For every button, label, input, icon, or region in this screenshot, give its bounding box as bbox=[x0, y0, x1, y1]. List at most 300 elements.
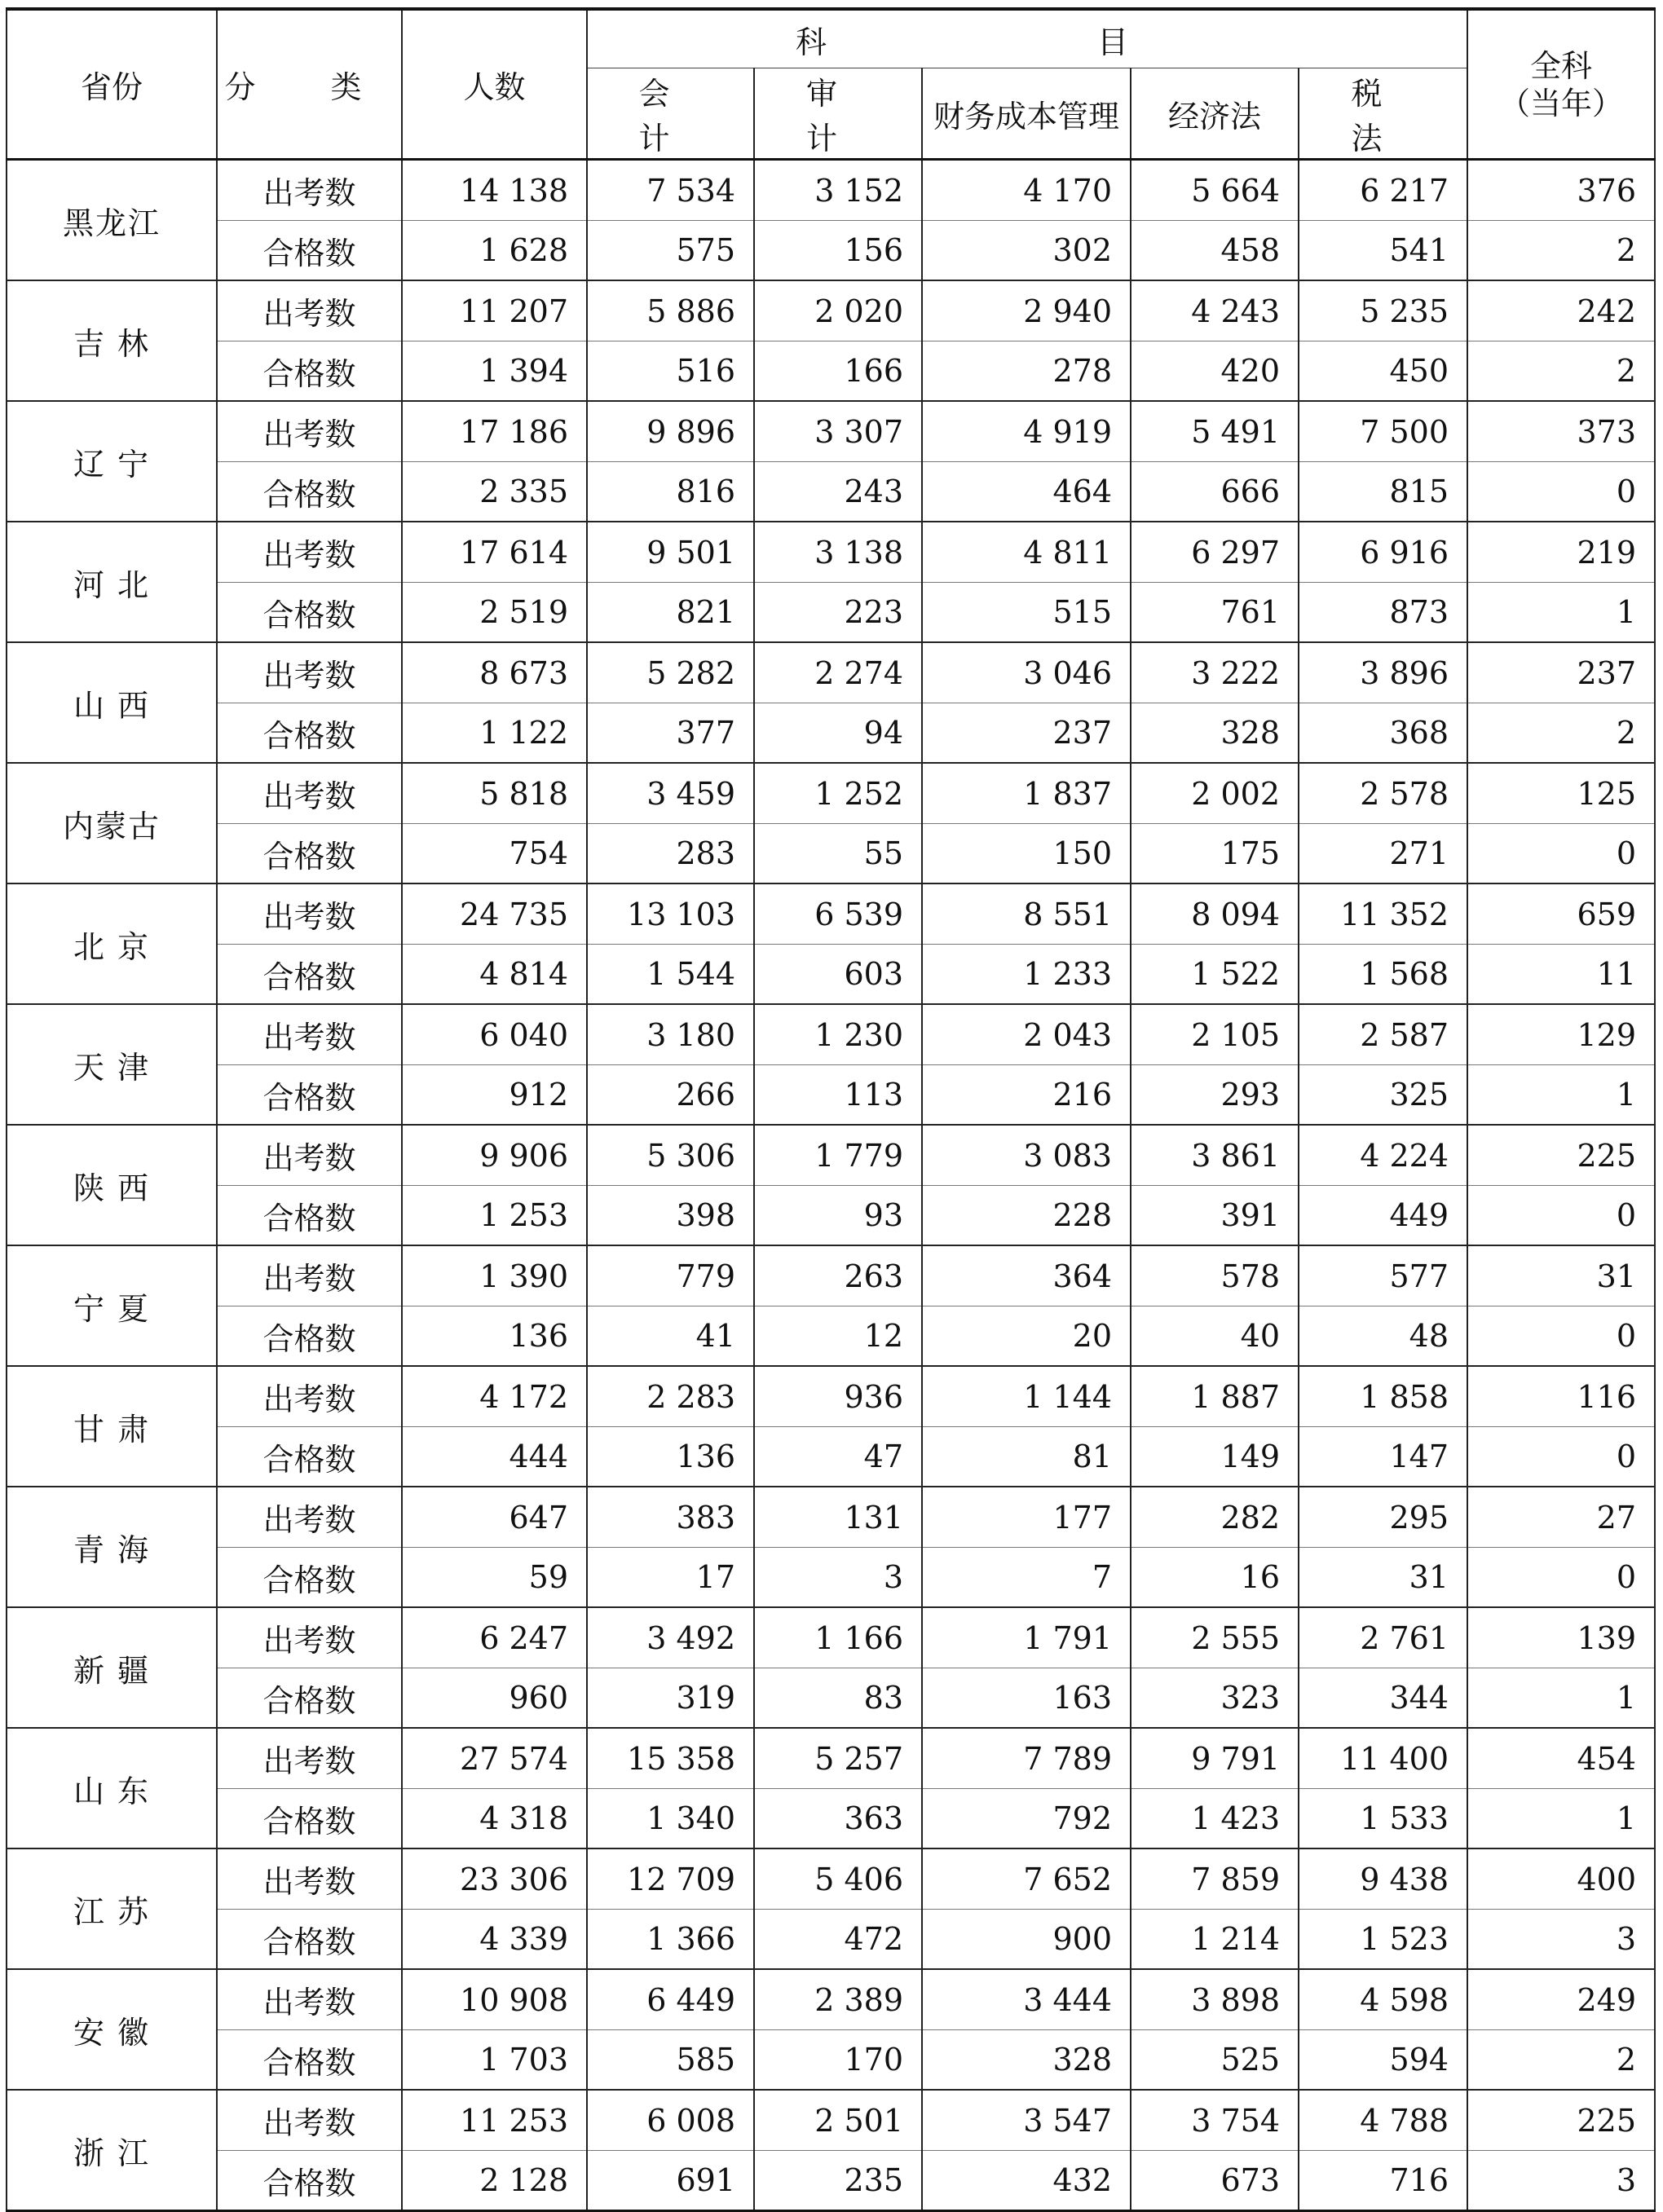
value-cell-all-subjects: 0 bbox=[1467, 824, 1655, 884]
value-cell-people: 14 138 bbox=[402, 160, 587, 221]
province-cell: 河 北 bbox=[7, 522, 217, 642]
province-cell: 江 苏 bbox=[7, 1848, 217, 1969]
value-cell-accounting: 691 bbox=[587, 2151, 754, 2211]
category-cell-exam: 出考数 bbox=[217, 883, 402, 945]
category-cell-pass: 合格数 bbox=[217, 583, 402, 643]
table-row-pass bbox=[7, 824, 1655, 884]
value-cell-finance: 7 789 bbox=[922, 1728, 1131, 1789]
value-cell-accounting: 2 283 bbox=[587, 1366, 754, 1427]
value-cell-people: 4 172 bbox=[402, 1366, 587, 1427]
header-economic-law: 经济法 bbox=[1131, 68, 1299, 160]
category-cell-pass: 合格数 bbox=[217, 945, 402, 1005]
table-row-exam bbox=[7, 1004, 1655, 1065]
value-cell-people: 1 122 bbox=[402, 703, 587, 764]
value-cell-economic-law: 3 861 bbox=[1131, 1125, 1299, 1186]
header-category: 分 类 bbox=[217, 9, 402, 160]
province-cell: 北 京 bbox=[7, 883, 217, 1004]
value-cell-accounting: 5 886 bbox=[587, 280, 754, 341]
value-cell-all-subjects: 373 bbox=[1467, 401, 1655, 462]
value-cell-people: 444 bbox=[402, 1427, 587, 1487]
category-cell-pass: 合格数 bbox=[217, 221, 402, 281]
value-cell-audit: 3 152 bbox=[754, 160, 922, 221]
value-cell-audit: 2 274 bbox=[754, 642, 922, 703]
table-row-exam bbox=[7, 1607, 1655, 1668]
value-cell-finance: 432 bbox=[922, 2151, 1131, 2211]
province-cell: 天 津 bbox=[7, 1004, 217, 1125]
value-cell-tax-law: 147 bbox=[1299, 1427, 1467, 1487]
category-cell-pass: 合格数 bbox=[217, 1065, 402, 1126]
category-cell-pass: 合格数 bbox=[217, 1306, 402, 1367]
value-cell-audit: 1 166 bbox=[754, 1607, 922, 1668]
value-cell-finance: 228 bbox=[922, 1186, 1131, 1246]
value-cell-all-subjects: 0 bbox=[1467, 1548, 1655, 1608]
value-cell-economic-law: 1 887 bbox=[1131, 1366, 1299, 1427]
value-cell-audit: 94 bbox=[754, 703, 922, 764]
value-cell-people: 6 040 bbox=[402, 1004, 587, 1065]
value-cell-people: 9 906 bbox=[402, 1125, 587, 1186]
category-cell-exam: 出考数 bbox=[217, 2090, 402, 2151]
value-cell-tax-law: 6 217 bbox=[1299, 160, 1467, 221]
category-cell-exam: 出考数 bbox=[217, 763, 402, 824]
value-cell-people: 754 bbox=[402, 824, 587, 884]
table-body bbox=[7, 160, 1655, 2211]
table-row-exam bbox=[7, 642, 1655, 703]
table-row-pass bbox=[7, 1186, 1655, 1246]
value-cell-economic-law: 391 bbox=[1131, 1186, 1299, 1246]
value-cell-people: 8 673 bbox=[402, 642, 587, 703]
value-cell-all-subjects: 3 bbox=[1467, 2151, 1655, 2211]
value-cell-audit: 1 779 bbox=[754, 1125, 922, 1186]
value-cell-tax-law: 815 bbox=[1299, 462, 1467, 522]
value-cell-tax-law: 1 533 bbox=[1299, 1789, 1467, 1849]
value-cell-finance: 216 bbox=[922, 1065, 1131, 1126]
value-cell-accounting: 383 bbox=[587, 1487, 754, 1548]
value-cell-people: 1 628 bbox=[402, 221, 587, 281]
value-cell-economic-law: 1 214 bbox=[1131, 1910, 1299, 1970]
category-cell-pass: 合格数 bbox=[217, 703, 402, 764]
value-cell-tax-law: 7 500 bbox=[1299, 401, 1467, 462]
value-cell-people: 59 bbox=[402, 1548, 587, 1608]
value-cell-finance: 278 bbox=[922, 341, 1131, 402]
value-cell-economic-law: 578 bbox=[1131, 1245, 1299, 1306]
value-cell-all-subjects: 0 bbox=[1467, 462, 1655, 522]
value-cell-finance: 1 144 bbox=[922, 1366, 1131, 1427]
value-cell-economic-law: 420 bbox=[1131, 341, 1299, 402]
value-cell-people: 5 818 bbox=[402, 763, 587, 824]
value-cell-audit: 243 bbox=[754, 462, 922, 522]
value-cell-accounting: 398 bbox=[587, 1186, 754, 1246]
value-cell-people: 1 394 bbox=[402, 341, 587, 402]
value-cell-finance: 2 043 bbox=[922, 1004, 1131, 1065]
category-cell-pass: 合格数 bbox=[217, 1789, 402, 1849]
value-cell-finance: 464 bbox=[922, 462, 1131, 522]
category-cell-exam: 出考数 bbox=[217, 1004, 402, 1065]
value-cell-accounting: 319 bbox=[587, 1668, 754, 1729]
category-cell-pass: 合格数 bbox=[217, 2151, 402, 2211]
value-cell-tax-law: 2 578 bbox=[1299, 763, 1467, 824]
value-cell-all-subjects: 237 bbox=[1467, 642, 1655, 703]
value-cell-economic-law: 1 522 bbox=[1131, 945, 1299, 1005]
value-cell-accounting: 15 358 bbox=[587, 1728, 754, 1789]
table-row-pass bbox=[7, 1065, 1655, 1126]
value-cell-accounting: 7 534 bbox=[587, 160, 754, 221]
header-all-subjects-line2: （当年） bbox=[1498, 85, 1623, 121]
value-cell-finance: 3 547 bbox=[922, 2090, 1131, 2151]
table-row-exam bbox=[7, 1245, 1655, 1306]
value-cell-people: 11 207 bbox=[402, 280, 587, 341]
value-cell-tax-law: 5 235 bbox=[1299, 280, 1467, 341]
value-cell-tax-law: 716 bbox=[1299, 2151, 1467, 2211]
value-cell-people: 136 bbox=[402, 1306, 587, 1367]
value-cell-tax-law: 11 352 bbox=[1299, 883, 1467, 945]
category-cell-exam: 出考数 bbox=[217, 642, 402, 703]
value-cell-all-subjects: 219 bbox=[1467, 522, 1655, 583]
value-cell-audit: 166 bbox=[754, 341, 922, 402]
table-row-pass bbox=[7, 2030, 1655, 2091]
category-cell-pass: 合格数 bbox=[217, 1548, 402, 1608]
value-cell-audit: 93 bbox=[754, 1186, 922, 1246]
table-header bbox=[7, 9, 1655, 160]
table-row-pass bbox=[7, 1548, 1655, 1608]
value-cell-economic-law: 761 bbox=[1131, 583, 1299, 643]
value-cell-audit: 113 bbox=[754, 1065, 922, 1126]
province-cell: 浙 江 bbox=[7, 2090, 217, 2211]
value-cell-finance: 302 bbox=[922, 221, 1131, 281]
value-cell-finance: 163 bbox=[922, 1668, 1131, 1729]
header-audit: 审 计 bbox=[754, 68, 922, 160]
value-cell-accounting: 13 103 bbox=[587, 883, 754, 945]
header-finance: 财务成本管理 bbox=[922, 68, 1131, 160]
value-cell-audit: 55 bbox=[754, 824, 922, 884]
table-row-exam bbox=[7, 1487, 1655, 1548]
table-row-exam bbox=[7, 1728, 1655, 1789]
table-row-exam bbox=[7, 2090, 1655, 2151]
category-cell-exam: 出考数 bbox=[217, 280, 402, 341]
header-tax-law: 税 法 bbox=[1299, 68, 1467, 160]
value-cell-accounting: 41 bbox=[587, 1306, 754, 1367]
value-cell-economic-law: 1 423 bbox=[1131, 1789, 1299, 1849]
value-cell-people: 27 574 bbox=[402, 1728, 587, 1789]
value-cell-accounting: 17 bbox=[587, 1548, 754, 1608]
value-cell-all-subjects: 27 bbox=[1467, 1487, 1655, 1548]
value-cell-finance: 150 bbox=[922, 824, 1131, 884]
value-cell-all-subjects: 376 bbox=[1467, 160, 1655, 221]
value-cell-people: 10 908 bbox=[402, 1969, 587, 2030]
value-cell-tax-law: 450 bbox=[1299, 341, 1467, 402]
value-cell-finance: 364 bbox=[922, 1245, 1131, 1306]
value-cell-audit: 2 501 bbox=[754, 2090, 922, 2151]
category-cell-pass: 合格数 bbox=[217, 341, 402, 402]
value-cell-economic-law: 2 555 bbox=[1131, 1607, 1299, 1668]
value-cell-people: 11 253 bbox=[402, 2090, 587, 2151]
value-cell-all-subjects: 0 bbox=[1467, 1427, 1655, 1487]
value-cell-accounting: 575 bbox=[587, 221, 754, 281]
table-row-pass bbox=[7, 221, 1655, 281]
value-cell-accounting: 3 459 bbox=[587, 763, 754, 824]
value-cell-people: 2 335 bbox=[402, 462, 587, 522]
value-cell-all-subjects: 11 bbox=[1467, 945, 1655, 1005]
value-cell-all-subjects: 249 bbox=[1467, 1969, 1655, 2030]
value-cell-finance: 1 791 bbox=[922, 1607, 1131, 1668]
table-row-pass bbox=[7, 1910, 1655, 1970]
value-cell-finance: 177 bbox=[922, 1487, 1131, 1548]
value-cell-tax-law: 2 761 bbox=[1299, 1607, 1467, 1668]
category-cell-exam: 出考数 bbox=[217, 1366, 402, 1427]
value-cell-accounting: 816 bbox=[587, 462, 754, 522]
value-cell-all-subjects: 1 bbox=[1467, 1789, 1655, 1849]
value-cell-finance: 81 bbox=[922, 1427, 1131, 1487]
value-cell-accounting: 5 282 bbox=[587, 642, 754, 703]
value-cell-tax-law: 48 bbox=[1299, 1306, 1467, 1367]
value-cell-all-subjects: 659 bbox=[1467, 883, 1655, 945]
value-cell-accounting: 5 306 bbox=[587, 1125, 754, 1186]
value-cell-people: 647 bbox=[402, 1487, 587, 1548]
value-cell-economic-law: 3 754 bbox=[1131, 2090, 1299, 2151]
value-cell-all-subjects: 242 bbox=[1467, 280, 1655, 341]
value-cell-audit: 3 bbox=[754, 1548, 922, 1608]
category-cell-exam: 出考数 bbox=[217, 522, 402, 583]
value-cell-tax-law: 873 bbox=[1299, 583, 1467, 643]
value-cell-tax-law: 449 bbox=[1299, 1186, 1467, 1246]
value-cell-all-subjects: 31 bbox=[1467, 1245, 1655, 1306]
province-cell: 吉 林 bbox=[7, 280, 217, 401]
table-row-pass bbox=[7, 1427, 1655, 1487]
value-cell-finance: 2 940 bbox=[922, 280, 1131, 341]
value-cell-accounting: 1 544 bbox=[587, 945, 754, 1005]
value-cell-accounting: 266 bbox=[587, 1065, 754, 1126]
header-subjects: 科 目 bbox=[587, 9, 1467, 68]
category-cell-exam: 出考数 bbox=[217, 1848, 402, 1910]
value-cell-economic-law: 666 bbox=[1131, 462, 1299, 522]
value-cell-people: 23 306 bbox=[402, 1848, 587, 1910]
value-cell-all-subjects: 2 bbox=[1467, 341, 1655, 402]
province-cell: 内蒙古 bbox=[7, 763, 217, 883]
value-cell-finance: 900 bbox=[922, 1910, 1131, 1970]
value-cell-tax-law: 3 896 bbox=[1299, 642, 1467, 703]
value-cell-accounting: 1 340 bbox=[587, 1789, 754, 1849]
value-cell-audit: 12 bbox=[754, 1306, 922, 1367]
value-cell-accounting: 585 bbox=[587, 2030, 754, 2091]
table-row-exam bbox=[7, 1366, 1655, 1427]
table-row-pass bbox=[7, 583, 1655, 643]
table-row-pass bbox=[7, 2151, 1655, 2211]
value-cell-economic-law: 6 297 bbox=[1131, 522, 1299, 583]
exam-statistics-table bbox=[6, 7, 1656, 2212]
category-cell-exam: 出考数 bbox=[217, 1245, 402, 1306]
value-cell-tax-law: 344 bbox=[1299, 1668, 1467, 1729]
value-cell-finance: 792 bbox=[922, 1789, 1131, 1849]
value-cell-people: 17 614 bbox=[402, 522, 587, 583]
category-cell-pass: 合格数 bbox=[217, 462, 402, 522]
value-cell-finance: 328 bbox=[922, 2030, 1131, 2091]
value-cell-finance: 20 bbox=[922, 1306, 1131, 1367]
value-cell-finance: 1 233 bbox=[922, 945, 1131, 1005]
value-cell-economic-law: 40 bbox=[1131, 1306, 1299, 1367]
value-cell-all-subjects: 2 bbox=[1467, 221, 1655, 281]
header-all-subjects-line1: 全科 bbox=[1529, 47, 1592, 84]
category-cell-exam: 出考数 bbox=[217, 1125, 402, 1186]
value-cell-audit: 235 bbox=[754, 2151, 922, 2211]
value-cell-finance: 4 919 bbox=[922, 401, 1131, 462]
value-cell-tax-law: 295 bbox=[1299, 1487, 1467, 1548]
province-cell: 甘 肃 bbox=[7, 1366, 217, 1487]
table-row-pass bbox=[7, 1306, 1655, 1367]
table-row-exam bbox=[7, 1125, 1655, 1186]
value-cell-tax-law: 325 bbox=[1299, 1065, 1467, 1126]
value-cell-audit: 131 bbox=[754, 1487, 922, 1548]
value-cell-tax-law: 2 587 bbox=[1299, 1004, 1467, 1065]
province-cell: 陕 西 bbox=[7, 1125, 217, 1245]
value-cell-economic-law: 8 094 bbox=[1131, 883, 1299, 945]
table-row-pass bbox=[7, 462, 1655, 522]
value-cell-people: 17 186 bbox=[402, 401, 587, 462]
value-cell-all-subjects: 1 bbox=[1467, 1065, 1655, 1126]
table-row-pass bbox=[7, 1668, 1655, 1729]
value-cell-tax-law: 271 bbox=[1299, 824, 1467, 884]
value-cell-economic-law: 4 243 bbox=[1131, 280, 1299, 341]
category-cell-exam: 出考数 bbox=[217, 160, 402, 221]
category-cell-pass: 合格数 bbox=[217, 1910, 402, 1970]
value-cell-audit: 6 539 bbox=[754, 883, 922, 945]
value-cell-tax-law: 577 bbox=[1299, 1245, 1467, 1306]
table-row-pass bbox=[7, 945, 1655, 1005]
value-cell-all-subjects: 116 bbox=[1467, 1366, 1655, 1427]
value-cell-finance: 237 bbox=[922, 703, 1131, 764]
value-cell-accounting: 9 501 bbox=[587, 522, 754, 583]
table-row-exam bbox=[7, 883, 1655, 945]
value-cell-tax-law: 4 598 bbox=[1299, 1969, 1467, 2030]
value-cell-audit: 2 020 bbox=[754, 280, 922, 341]
value-cell-tax-law: 31 bbox=[1299, 1548, 1467, 1608]
table-row-exam bbox=[7, 522, 1655, 583]
value-cell-accounting: 779 bbox=[587, 1245, 754, 1306]
value-cell-all-subjects: 454 bbox=[1467, 1728, 1655, 1789]
category-cell-pass: 合格数 bbox=[217, 2030, 402, 2091]
value-cell-all-subjects: 129 bbox=[1467, 1004, 1655, 1065]
value-cell-finance: 3 046 bbox=[922, 642, 1131, 703]
value-cell-audit: 603 bbox=[754, 945, 922, 1005]
value-cell-finance: 7 bbox=[922, 1548, 1131, 1608]
value-cell-economic-law: 3 222 bbox=[1131, 642, 1299, 703]
value-cell-accounting: 9 896 bbox=[587, 401, 754, 462]
table-row-exam bbox=[7, 160, 1655, 221]
category-cell-exam: 出考数 bbox=[217, 401, 402, 462]
value-cell-accounting: 283 bbox=[587, 824, 754, 884]
value-cell-audit: 156 bbox=[754, 221, 922, 281]
value-cell-all-subjects: 2 bbox=[1467, 703, 1655, 764]
value-cell-tax-law: 1 858 bbox=[1299, 1366, 1467, 1427]
value-cell-people: 24 735 bbox=[402, 883, 587, 945]
value-cell-all-subjects: 0 bbox=[1467, 1186, 1655, 1246]
value-cell-people: 1 253 bbox=[402, 1186, 587, 1246]
value-cell-economic-law: 2 002 bbox=[1131, 763, 1299, 824]
category-cell-exam: 出考数 bbox=[217, 1607, 402, 1668]
value-cell-audit: 1 252 bbox=[754, 763, 922, 824]
value-cell-audit: 170 bbox=[754, 2030, 922, 2091]
value-cell-people: 4 339 bbox=[402, 1910, 587, 1970]
value-cell-people: 4 318 bbox=[402, 1789, 587, 1849]
value-cell-people: 912 bbox=[402, 1065, 587, 1126]
value-cell-finance: 8 551 bbox=[922, 883, 1131, 945]
value-cell-all-subjects: 0 bbox=[1467, 1306, 1655, 1367]
value-cell-audit: 83 bbox=[754, 1668, 922, 1729]
value-cell-accounting: 516 bbox=[587, 341, 754, 402]
value-cell-accounting: 6 008 bbox=[587, 2090, 754, 2151]
value-cell-economic-law: 673 bbox=[1131, 2151, 1299, 2211]
category-cell-pass: 合格数 bbox=[217, 1186, 402, 1246]
value-cell-finance: 515 bbox=[922, 583, 1131, 643]
value-cell-tax-law: 4 788 bbox=[1299, 2090, 1467, 2151]
value-cell-tax-law: 594 bbox=[1299, 2030, 1467, 2091]
value-cell-all-subjects: 125 bbox=[1467, 763, 1655, 824]
province-cell: 山 东 bbox=[7, 1728, 217, 1848]
value-cell-accounting: 6 449 bbox=[587, 1969, 754, 2030]
value-cell-accounting: 821 bbox=[587, 583, 754, 643]
table-row-pass bbox=[7, 341, 1655, 402]
value-cell-economic-law: 149 bbox=[1131, 1427, 1299, 1487]
header-province: 省份 bbox=[7, 9, 217, 160]
value-cell-audit: 936 bbox=[754, 1366, 922, 1427]
value-cell-economic-law: 3 898 bbox=[1131, 1969, 1299, 2030]
header-accounting: 会 计 bbox=[587, 68, 754, 160]
value-cell-economic-law: 525 bbox=[1131, 2030, 1299, 2091]
category-cell-exam: 出考数 bbox=[217, 1969, 402, 2030]
value-cell-audit: 472 bbox=[754, 1910, 922, 1970]
value-cell-tax-law: 9 438 bbox=[1299, 1848, 1467, 1910]
value-cell-people: 6 247 bbox=[402, 1607, 587, 1668]
value-cell-all-subjects: 139 bbox=[1467, 1607, 1655, 1668]
value-cell-all-subjects: 1 bbox=[1467, 1668, 1655, 1729]
value-cell-accounting: 1 366 bbox=[587, 1910, 754, 1970]
value-cell-tax-law: 541 bbox=[1299, 221, 1467, 281]
category-cell-pass: 合格数 bbox=[217, 824, 402, 884]
province-cell: 宁 夏 bbox=[7, 1245, 217, 1366]
value-cell-people: 1 703 bbox=[402, 2030, 587, 2091]
category-cell-pass: 合格数 bbox=[217, 1427, 402, 1487]
header-people: 人数 bbox=[402, 9, 587, 160]
value-cell-audit: 3 138 bbox=[754, 522, 922, 583]
value-cell-people: 1 390 bbox=[402, 1245, 587, 1306]
value-cell-economic-law: 16 bbox=[1131, 1548, 1299, 1608]
value-cell-people: 2 128 bbox=[402, 2151, 587, 2211]
value-cell-audit: 5 406 bbox=[754, 1848, 922, 1910]
category-cell-exam: 出考数 bbox=[217, 1728, 402, 1789]
province-cell: 青 海 bbox=[7, 1487, 217, 1607]
province-cell: 山 西 bbox=[7, 642, 217, 763]
value-cell-economic-law: 282 bbox=[1131, 1487, 1299, 1548]
value-cell-audit: 47 bbox=[754, 1427, 922, 1487]
value-cell-economic-law: 323 bbox=[1131, 1668, 1299, 1729]
value-cell-economic-law: 5 491 bbox=[1131, 401, 1299, 462]
category-cell-pass: 合格数 bbox=[217, 1668, 402, 1729]
value-cell-audit: 263 bbox=[754, 1245, 922, 1306]
value-cell-audit: 2 389 bbox=[754, 1969, 922, 2030]
value-cell-tax-law: 1 568 bbox=[1299, 945, 1467, 1005]
value-cell-people: 2 519 bbox=[402, 583, 587, 643]
value-cell-economic-law: 7 859 bbox=[1131, 1848, 1299, 1910]
table-row-exam bbox=[7, 763, 1655, 824]
value-cell-economic-law: 5 664 bbox=[1131, 160, 1299, 221]
value-cell-economic-law: 328 bbox=[1131, 703, 1299, 764]
value-cell-accounting: 3 180 bbox=[587, 1004, 754, 1065]
value-cell-all-subjects: 225 bbox=[1467, 1125, 1655, 1186]
province-cell: 辽 宁 bbox=[7, 401, 217, 522]
value-cell-audit: 5 257 bbox=[754, 1728, 922, 1789]
province-cell: 新 疆 bbox=[7, 1607, 217, 1728]
value-cell-accounting: 136 bbox=[587, 1427, 754, 1487]
exam-statistics-table-container bbox=[6, 7, 1656, 2212]
value-cell-economic-law: 2 105 bbox=[1131, 1004, 1299, 1065]
